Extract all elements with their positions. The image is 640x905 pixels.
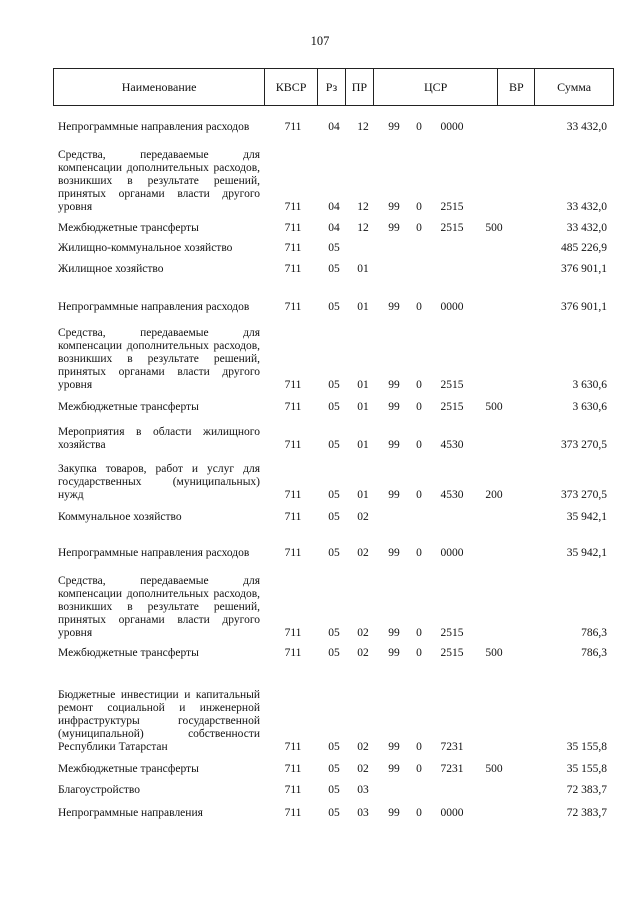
cell-pr: 02 [357, 763, 369, 775]
cell-pr: 02 [357, 647, 369, 659]
cell-pr: 01 [357, 439, 369, 451]
cell-rz: 04 [328, 201, 340, 213]
header-rz: Рз [318, 69, 346, 105]
cell-pr: 03 [357, 807, 369, 819]
cell-rz: 05 [328, 439, 340, 451]
cell-rz: 05 [328, 263, 340, 275]
cell-sum: 35 942,1 [566, 511, 607, 523]
cell-csr-1: 99 [388, 301, 400, 313]
cell-pr: 02 [357, 627, 369, 639]
header-pr: ПР [346, 69, 374, 105]
cell-csr-1: 99 [388, 121, 400, 133]
cell-kvsr: 711 [284, 807, 302, 819]
cell-csr-3: 0000 [440, 121, 464, 133]
table-row [0, 534, 640, 560]
table-row [0, 327, 640, 392]
cell-kvsr: 711 [284, 201, 302, 213]
cell-vr: 500 [485, 222, 503, 234]
cell-csr-2: 0 [416, 401, 422, 413]
cell-rz: 05 [328, 242, 340, 254]
cell-csr-2: 0 [416, 807, 422, 819]
cell-kvsr: 711 [284, 647, 302, 659]
cell-name: Непрограммные направления расходов [58, 301, 250, 313]
cell-sum: 786,3 [581, 627, 607, 639]
cell-name: Межбюджетные трансферты [58, 401, 199, 413]
cell-pr: 12 [357, 201, 369, 213]
cell-rz: 05 [328, 647, 340, 659]
cell-csr-1: 99 [388, 439, 400, 451]
cell-vr: 500 [485, 647, 503, 659]
table-row [0, 222, 640, 235]
cell-csr-1: 99 [388, 201, 400, 213]
cell-name: Жилищное хозяйство [58, 263, 164, 275]
cell-name: Непрограммные направления расходов [58, 547, 250, 559]
table-row [0, 676, 640, 754]
cell-rz: 04 [328, 121, 340, 133]
table-row [0, 463, 640, 502]
table-row [0, 807, 640, 820]
cell-sum: 786,3 [581, 647, 607, 659]
cell-name: Межбюджетные трансферты [58, 222, 199, 234]
cell-csr-1: 99 [388, 647, 400, 659]
header-sum: Сумма [557, 79, 592, 94]
cell-csr-2: 0 [416, 547, 422, 559]
table-row [0, 108, 640, 134]
cell-csr-1: 99 [388, 547, 400, 559]
cell-name: Средства, передаваемые для компенсации дополнительных расходов, возникших в результате решений, принятых органами власти другого уровня [58, 327, 260, 391]
cell-sum: 72 383,7 [566, 784, 607, 796]
cell-rz: 05 [328, 741, 340, 753]
cell-kvsr: 711 [284, 263, 302, 275]
cell-rz: 05 [328, 784, 340, 796]
cell-csr-2: 0 [416, 741, 422, 753]
table-row [0, 511, 640, 524]
cell-pr: 01 [357, 301, 369, 313]
cell-sum: 35 155,8 [566, 763, 607, 775]
cell-kvsr: 711 [284, 741, 302, 753]
cell-name: Закупка товаров, работ и услуг для государственных (муниципальных) нужд [58, 463, 260, 501]
cell-csr-3: 2515 [440, 401, 464, 413]
cell-csr-2: 0 [416, 222, 422, 234]
cell-csr-2: 0 [416, 763, 422, 775]
cell-csr-3: 4530 [440, 439, 464, 451]
table-row [0, 401, 640, 414]
cell-name: Благоустройство [58, 784, 140, 796]
cell-name: Непрограммные направления [58, 807, 203, 819]
cell-name: Средства, передаваемые для компенсации дополнительных расходов, возникших в результате решений, принятых органами власти другого уровня [58, 149, 260, 213]
cell-csr-3: 0000 [440, 301, 464, 313]
header-csr: ЦСР [374, 69, 499, 105]
cell-sum: 3 630,6 [572, 401, 607, 413]
cell-rz: 05 [328, 547, 340, 559]
cell-csr-3: 0000 [440, 807, 464, 819]
cell-sum: 3 630,6 [572, 379, 607, 391]
header-vr: ВР [498, 69, 535, 105]
table-row [0, 149, 640, 214]
cell-name: Межбюджетные трансферты [58, 647, 199, 659]
table-row [0, 242, 640, 255]
cell-sum: 33 432,0 [566, 222, 607, 234]
cell-kvsr: 711 [284, 547, 302, 559]
cell-vr: 500 [485, 763, 503, 775]
table-row [0, 288, 640, 314]
table-row [0, 784, 640, 797]
cell-pr: 12 [357, 222, 369, 234]
cell-kvsr: 711 [284, 511, 302, 523]
cell-pr: 01 [357, 379, 369, 391]
cell-name: Межбюджетные трансферты [58, 763, 199, 775]
cell-csr-3: 7231 [440, 741, 464, 753]
cell-pr: 01 [357, 401, 369, 413]
cell-csr-2: 0 [416, 201, 422, 213]
cell-pr: 02 [357, 741, 369, 753]
cell-pr: 01 [357, 489, 369, 501]
cell-pr: 12 [357, 121, 369, 133]
cell-kvsr: 711 [284, 763, 302, 775]
cell-sum: 376 901,1 [561, 263, 607, 275]
table-row [0, 575, 640, 640]
cell-rz: 05 [328, 627, 340, 639]
cell-name: Бюджетные инвестиции и капитальный ремонт социальной и инженерной инфраструктуры государственной (муниципальной) собственности Республики Татарстан [58, 689, 260, 753]
cell-rz: 05 [328, 511, 340, 523]
page-number: 107 [310, 34, 330, 48]
cell-csr-1: 99 [388, 807, 400, 819]
header-kvsr: КВСР [265, 69, 318, 105]
cell-rz: 05 [328, 763, 340, 775]
cell-sum: 72 383,7 [566, 807, 607, 819]
cell-csr-2: 0 [416, 489, 422, 501]
cell-csr-1: 99 [388, 741, 400, 753]
header-name: Наименование [54, 69, 265, 105]
cell-csr-2: 0 [416, 301, 422, 313]
cell-kvsr: 711 [284, 301, 302, 313]
cell-kvsr: 711 [284, 379, 302, 391]
cell-kvsr: 711 [284, 121, 302, 133]
cell-csr-3: 2515 [440, 201, 464, 213]
cell-csr-1: 99 [388, 401, 400, 413]
cell-sum: 33 432,0 [566, 121, 607, 133]
cell-rz: 05 [328, 379, 340, 391]
cell-csr-3: 4530 [440, 489, 464, 501]
cell-csr-3: 2515 [440, 222, 464, 234]
cell-csr-3: 2515 [440, 647, 464, 659]
cell-name: Жилищно-коммунальное хозяйство [58, 242, 233, 254]
cell-pr: 02 [357, 547, 369, 559]
cell-csr-1: 99 [388, 763, 400, 775]
cell-name: Коммунальное хозяйство [58, 511, 182, 523]
cell-rz: 05 [328, 807, 340, 819]
cell-kvsr: 711 [284, 784, 302, 796]
cell-name: Мероприятия в области жилищного хозяйства [58, 426, 260, 451]
cell-csr-2: 0 [416, 379, 422, 391]
table-header [53, 68, 614, 106]
cell-csr-3: 2515 [440, 379, 464, 391]
cell-sum: 485 226,9 [561, 242, 607, 254]
cell-rz: 05 [328, 489, 340, 501]
cell-csr-2: 0 [416, 627, 422, 639]
cell-pr: 01 [357, 263, 369, 275]
cell-csr-3: 0000 [440, 547, 464, 559]
cell-name: Непрограммные направления расходов [58, 121, 250, 133]
cell-vr: 500 [485, 401, 503, 413]
cell-sum: 373 270,5 [561, 489, 607, 501]
cell-kvsr: 711 [284, 222, 302, 234]
cell-sum: 35 155,8 [566, 741, 607, 753]
cell-rz: 04 [328, 222, 340, 234]
cell-kvsr: 711 [284, 401, 302, 413]
cell-csr-3: 2515 [440, 627, 464, 639]
cell-kvsr: 711 [284, 489, 302, 501]
table-row [0, 263, 640, 276]
cell-csr-3: 7231 [440, 763, 464, 775]
cell-pr: 03 [357, 784, 369, 796]
cell-sum: 376 901,1 [561, 301, 607, 313]
cell-name: Средства, передаваемые для компенсации дополнительных расходов, возникших в результате решений, принятых органами власти другого уровня [58, 575, 260, 639]
cell-sum: 373 270,5 [561, 439, 607, 451]
cell-kvsr: 711 [284, 627, 302, 639]
table-row [0, 647, 640, 660]
cell-csr-2: 0 [416, 121, 422, 133]
table-row [0, 426, 640, 452]
cell-csr-2: 0 [416, 439, 422, 451]
cell-kvsr: 711 [284, 439, 302, 451]
cell-csr-1: 99 [388, 379, 400, 391]
cell-pr: 02 [357, 511, 369, 523]
cell-sum: 33 432,0 [566, 201, 607, 213]
cell-vr: 200 [485, 489, 503, 501]
cell-csr-2: 0 [416, 647, 422, 659]
cell-rz: 05 [328, 301, 340, 313]
cell-kvsr: 711 [284, 242, 302, 254]
cell-csr-1: 99 [388, 222, 400, 234]
table-row [0, 763, 640, 776]
cell-csr-1: 99 [388, 627, 400, 639]
cell-rz: 05 [328, 401, 340, 413]
cell-sum: 35 942,1 [566, 547, 607, 559]
cell-csr-1: 99 [388, 489, 400, 501]
